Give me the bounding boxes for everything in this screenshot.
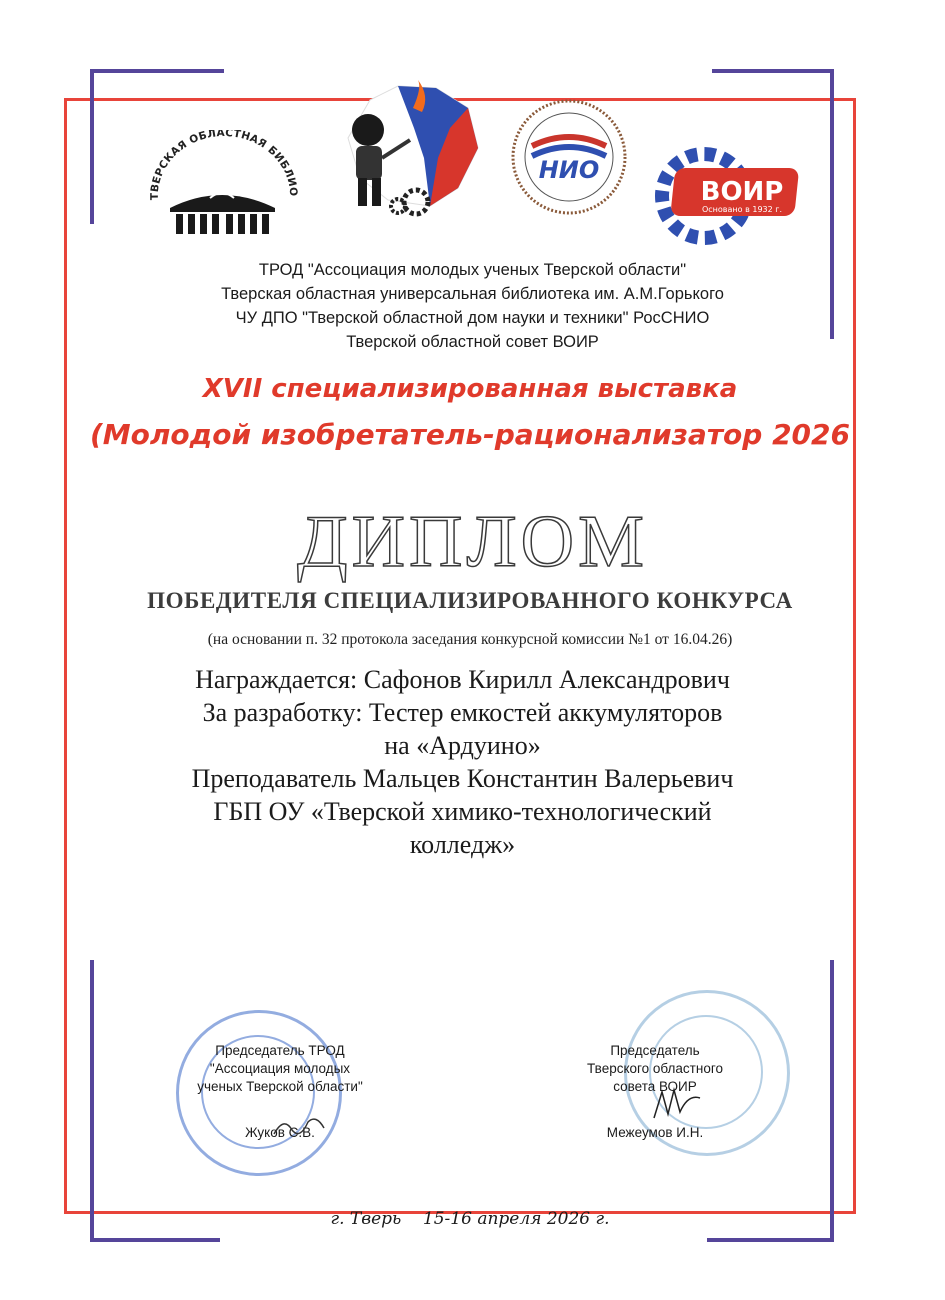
organizers-block	[120, 258, 825, 354]
diploma-title: ДИПЛОМ	[297, 501, 648, 583]
organizer-line: ТРОД "Ассоциация молодых ученых Тверской области"	[258, 261, 687, 279]
voir-subtext: Основано в 1932 г.	[701, 205, 783, 214]
purple-corner-top-left-v	[90, 69, 94, 224]
purple-corner-top-right-v	[830, 69, 834, 339]
nio-logo	[510, 98, 628, 216]
right-signature-line: совета ВОИР	[613, 1079, 697, 1094]
right-signature-line: Председатель	[610, 1043, 700, 1058]
purple-corner-top-left-h	[90, 69, 224, 73]
award-line: колледж»	[409, 830, 516, 859]
svg-text:ТВЕРСКАЯ ОБЛАСТНАЯ БИБЛИОТЕКА	[140, 130, 299, 200]
young-inventor-logo	[318, 78, 483, 228]
organizer-line: ЧУ ДПО "Тверской областной дом науки и техники" РосСНИО	[235, 309, 710, 327]
award-line: ГБП ОУ «Тверской химико-технологический	[213, 797, 712, 826]
library-arc-text: ТВЕРСКАЯ ОБЛАСТНАЯ БИБЛИО	[148, 130, 300, 201]
award-block	[100, 663, 825, 861]
left-signature-name: Жуков С.В.	[245, 1125, 315, 1140]
right-handwritten-signature	[648, 1084, 708, 1124]
purple-corner-bottom-right-h	[707, 1238, 834, 1242]
exhibition-title-line2: (Молодой изобретатель-рационализатор 2026	[90, 418, 851, 451]
nio-text: НИО	[538, 156, 600, 184]
left-signature-line: Председатель ТРОД	[215, 1043, 345, 1058]
right-signature-line: Тверского областного	[587, 1061, 723, 1076]
left-signature-line: "Ассоциация молодых	[209, 1061, 351, 1076]
exhibition-title-line1: XVII специализированная выставка	[202, 374, 738, 404]
diploma-subtitle: ПОБЕДИТЕЛЯ СПЕЦИАЛИЗИРОВАННОГО КОНКУРСА	[147, 588, 793, 613]
place-and-date: г. Тверь 15-16 апреля 2026 г.	[330, 1209, 610, 1229]
right-signature-name: Межеумов И.Н.	[606, 1125, 704, 1140]
purple-corner-top-right-h	[712, 69, 834, 73]
left-signature-line: ученых Тверской области"	[197, 1079, 363, 1094]
organizer-line: Тверской областной совет ВОИР	[346, 333, 599, 351]
award-line: на «Ардуино»	[384, 731, 541, 760]
library-logo	[140, 130, 305, 235]
voir-text: ВОИР	[700, 177, 784, 207]
award-line: Преподаватель Мальцев Константин Валерьевич	[191, 764, 734, 793]
award-line: Награждается: Сафонов Кирилл Александрович	[195, 665, 730, 694]
purple-corner-bottom-right-v	[830, 960, 834, 1242]
protocol-basis: (на основании п. 32 протокола заседания конкурсной комиссии №1 от 16.04.26)	[207, 631, 733, 648]
purple-corner-bottom-left-h	[90, 1238, 220, 1242]
purple-corner-bottom-left-v	[90, 960, 94, 1242]
organizer-line: Тверская областная универсальная библиотека им. А.М.Горького	[221, 285, 724, 303]
voir-logo	[652, 142, 812, 250]
award-line: За разработку: Тестер емкостей аккумуляторов	[202, 698, 723, 727]
left-handwritten-signature	[270, 1112, 330, 1142]
